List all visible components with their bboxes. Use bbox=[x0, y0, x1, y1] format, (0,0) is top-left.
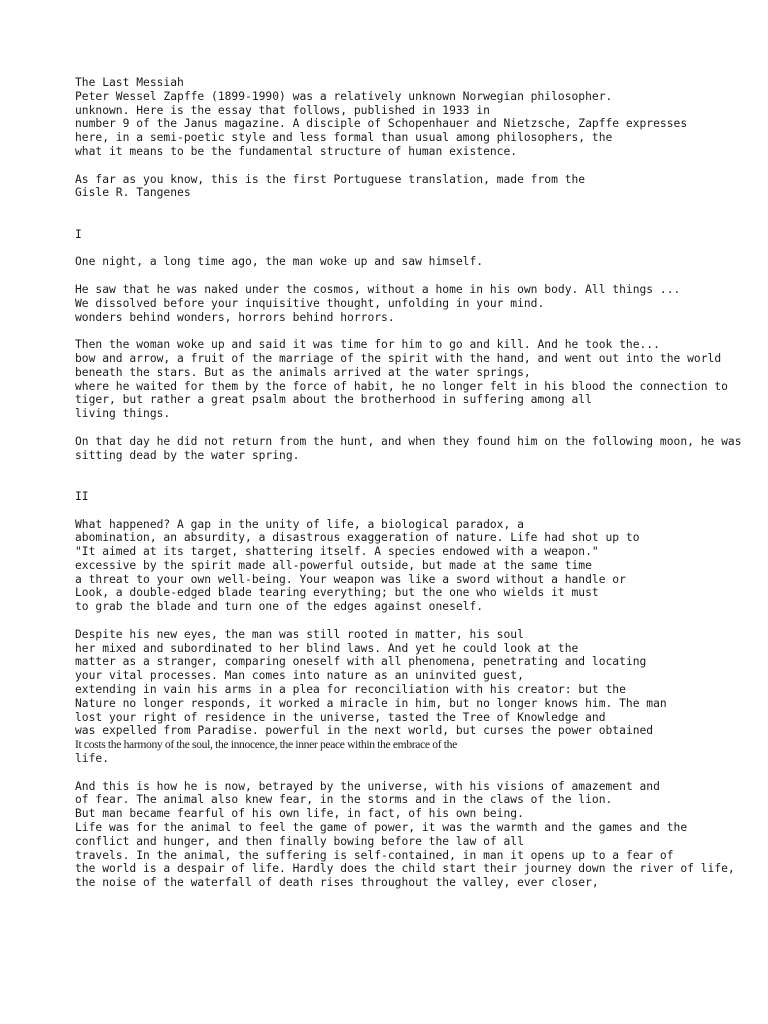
blank-line bbox=[75, 324, 765, 338]
text-line: life. bbox=[75, 752, 110, 766]
text-line: Then the woman woke up and said it was time for him to go and kill. And he took the... bbox=[75, 338, 660, 352]
text-line: We dissolved before your inquisitive thought, unfolding in your mind. bbox=[75, 296, 545, 310]
text-line: But man became fearful of his own life, in fact, of his own being. bbox=[75, 807, 524, 821]
blank-line bbox=[75, 476, 765, 490]
text-line: the world is a despair of life. Hardly does the child start their journey down the river of life, bbox=[75, 862, 735, 876]
text-line: tiger, but rather a great psalm about the brotherhood in suffering among all bbox=[75, 393, 592, 407]
text-line: Despite his new eyes, the man was still rooted in matter, his soul bbox=[75, 627, 524, 641]
text-line: living things. bbox=[75, 407, 171, 421]
text-line: her mixed and subordinated to her blind laws. And yet he could look at the bbox=[75, 641, 579, 655]
text-line: Peter Wessel Zapffe (1899-1990) was a relatively unknown Norwegian philosopher. bbox=[75, 89, 613, 103]
text-line: He saw that he was naked under the cosmos, without a home in his own body. All things ... bbox=[75, 282, 681, 296]
text-line: On that day he did not return from the hunt, and when they found him on the following moon, he was bbox=[75, 434, 742, 448]
text-line: It costs the harmony of the soul, the innocence, the inner peace within the embrace of the bbox=[75, 738, 457, 752]
text-line: wonders behind wonders, horrors behind horrors. bbox=[75, 310, 395, 324]
text-line: beneath the stars. But as the animals arrived at the water springs, bbox=[75, 365, 531, 379]
text-line: to grab the blade and turn one of the edges against oneself. bbox=[75, 600, 484, 614]
blank-line bbox=[75, 214, 765, 228]
text-line: of fear. The animal also knew fear, in the storms and in the claws of the lion. bbox=[75, 793, 613, 807]
text-line: II bbox=[75, 489, 89, 503]
text-line: What happened? A gap in the unity of life, a biological paradox, a bbox=[75, 517, 524, 531]
text-line: where he waited for them by the force of habit, he no longer felt in his blood the connection to bbox=[75, 379, 728, 393]
text-line: number 9 of the Janus magazine. A disciple of Schopenhauer and Nietzsche, Zapffe expresses bbox=[75, 117, 688, 131]
text-line: abomination, an absurdity, a disastrous exaggeration of nature. Life had shot up to bbox=[75, 531, 640, 545]
text-line: Nature no longer responds, it worked a miracle in him, but no longer knows him. The man bbox=[75, 696, 667, 710]
text-line: excessive by the spirit made all-powerful outside, but made at the same time bbox=[75, 558, 592, 572]
blank-line bbox=[75, 242, 765, 256]
text-line: was expelled from Paradise. powerful in the next world, but curses the power obtained bbox=[75, 724, 654, 738]
blank-line bbox=[75, 421, 765, 435]
document-text bbox=[75, 76, 765, 890]
text-line: And this is how he is now, betrayed by the universe, with his visions of amazement and bbox=[75, 779, 660, 793]
text-line: sitting dead by the water spring. bbox=[75, 448, 300, 462]
text-line: I bbox=[75, 227, 82, 241]
blank-line bbox=[75, 462, 765, 476]
text-line: lost your right of residence in the universe, tasted the Tree of Knowledge and bbox=[75, 710, 606, 724]
text-line: the noise of the waterfall of death rises throughout the valley, ever closer, bbox=[75, 876, 599, 890]
text-line: travels. In the animal, the suffering is self-contained, in man it opens up to a fear of bbox=[75, 848, 674, 862]
blank-line bbox=[75, 614, 765, 628]
text-line: "It aimed at its target, shattering itself. A species endowed with a weapon." bbox=[75, 545, 599, 559]
text-line: One night, a long time ago, the man woke up and saw himself. bbox=[75, 255, 484, 269]
text-line: conflict and hunger, and then finally bowing before the law of all bbox=[75, 834, 524, 848]
text-line: As far as you know, this is the first Portuguese translation, made from the bbox=[75, 172, 586, 186]
text-line: matter as a stranger, comparing oneself with all phenomena, penetrating and locating bbox=[75, 655, 647, 669]
text-line: Life was for the animal to feel the game of power, it was the warmth and the games and the bbox=[75, 821, 688, 835]
text-line: Gisle R. Tangenes bbox=[75, 186, 191, 200]
text-line: here, in a semi-poetic style and less formal than usual among philosophers, the bbox=[75, 131, 613, 145]
text-line: what it means to be the fundamental structure of human existence. bbox=[75, 144, 518, 158]
text-line: unknown. Here is the essay that follows, published in 1933 in bbox=[75, 103, 490, 117]
text-line: The Last Messiah bbox=[75, 76, 184, 89]
blank-line bbox=[75, 200, 765, 214]
text-line: bow and arrow, a fruit of the marriage of the spirit with the hand, and went out into the world bbox=[75, 351, 722, 365]
blank-line bbox=[75, 766, 765, 780]
blank-line bbox=[75, 269, 765, 283]
text-line: your vital processes. Man comes into nature as an uninvited guest, bbox=[75, 669, 524, 683]
text-line: a threat to your own well-being. Your weapon was like a sword without a handle or bbox=[75, 572, 626, 586]
blank-line bbox=[75, 159, 765, 173]
blank-line bbox=[75, 504, 765, 518]
text-line: extending in vain his arms in a plea for reconciliation with his creator: but the bbox=[75, 683, 626, 697]
text-line: Look, a double-edged blade tearing everything; but the one who wields it must bbox=[75, 586, 599, 600]
